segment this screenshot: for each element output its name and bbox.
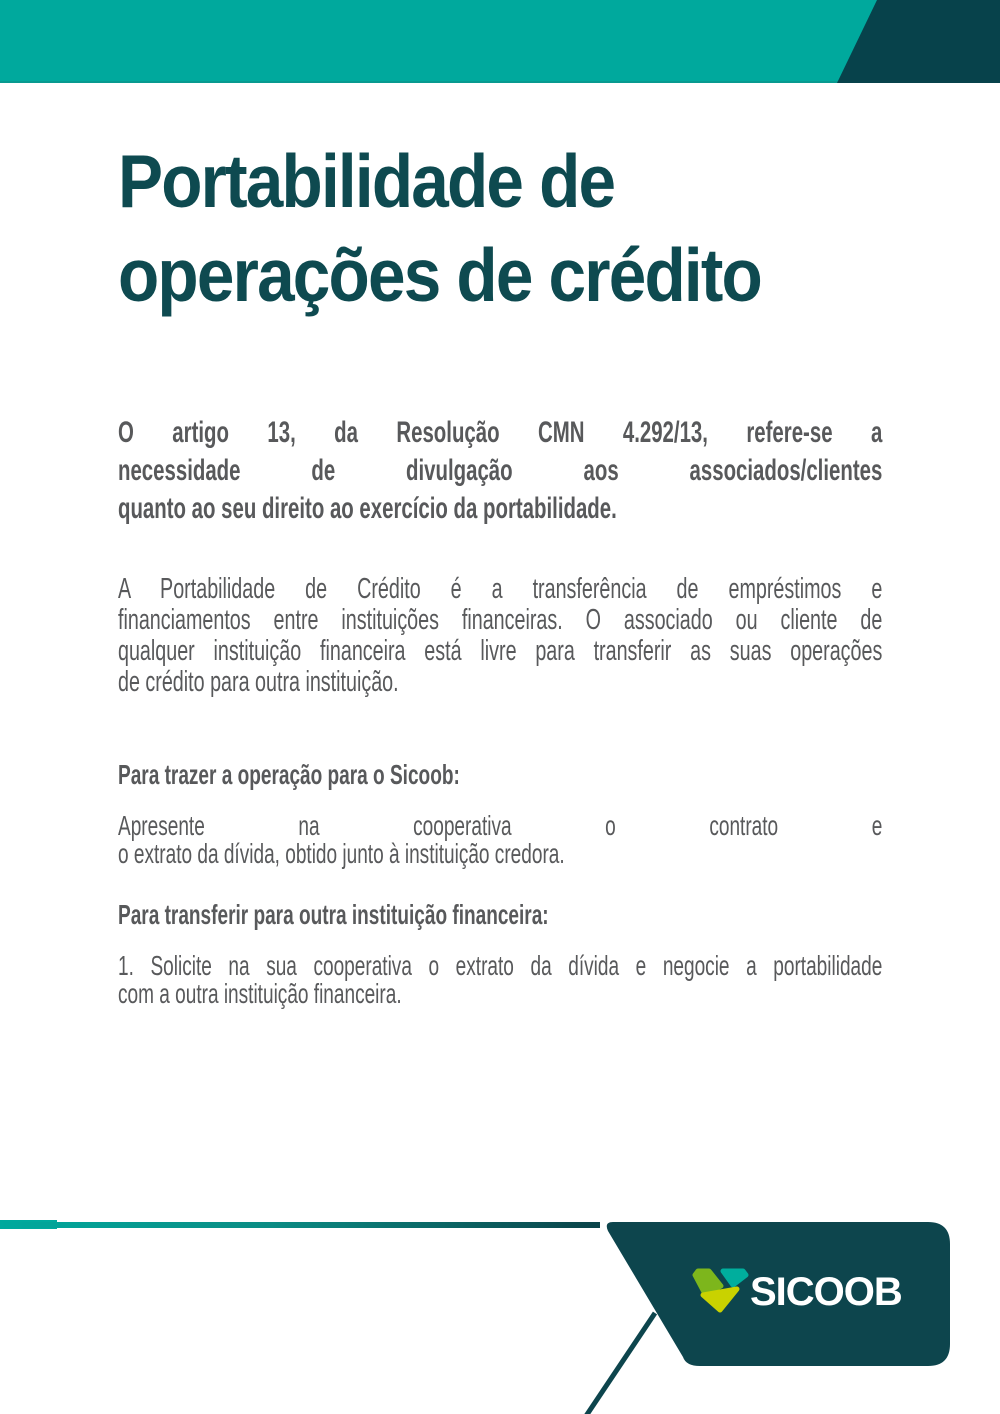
page-title-line: operações de crédito xyxy=(118,233,761,317)
body-line: financiamentos entre instituições financeiras. O associado ou cliente de xyxy=(118,604,883,636)
diagonal-line xyxy=(586,1313,655,1414)
intro-line: necessidade de divulgação aos associados/clientes xyxy=(118,454,883,487)
body-paragraph xyxy=(118,574,1000,698)
section-heading-bring xyxy=(118,760,1000,790)
section-heading-text: Para transferir para outra instituição financeira: xyxy=(118,899,549,930)
body-line: A Portabilidade de Crédito é a transferência de empréstimos e xyxy=(118,573,883,605)
intro-line: quanto ao seu direito ao exercício da portabilidade. xyxy=(118,492,617,525)
paragraph-transfer xyxy=(118,952,1000,1008)
body-line: de crédito para outra instituição. xyxy=(118,666,399,698)
sicoob-wordmark: SICOOB xyxy=(750,1270,902,1314)
section-heading-text: Para trazer a operação para o Sicoob: xyxy=(118,759,460,790)
footer xyxy=(0,1210,1000,1414)
paragraph-line: com a outra instituição financeira. xyxy=(118,978,402,1009)
body-line: qualquer instituição financeira está livre para transferir as suas operações xyxy=(118,635,883,667)
intro-line: O artigo 13, da Resolução CMN 4.292/13, refere-se a xyxy=(118,416,883,449)
section-heading-transfer xyxy=(118,900,1000,930)
paragraph-line: Apresente na cooperativa o contrato e xyxy=(118,810,883,841)
page-title-line: Portabilidade de xyxy=(118,139,615,223)
page-title xyxy=(118,134,967,322)
paragraph-line: o extrato da dívida, obtido junto à instituição credora. xyxy=(118,838,565,869)
gradient-divider xyxy=(0,1222,600,1228)
paragraph-bring xyxy=(118,812,1000,868)
intro-paragraph xyxy=(118,414,1000,528)
paragraph-line: 1. Solicite na sua cooperativa o extrato da dívida e negocie a portabilidade xyxy=(118,950,883,981)
